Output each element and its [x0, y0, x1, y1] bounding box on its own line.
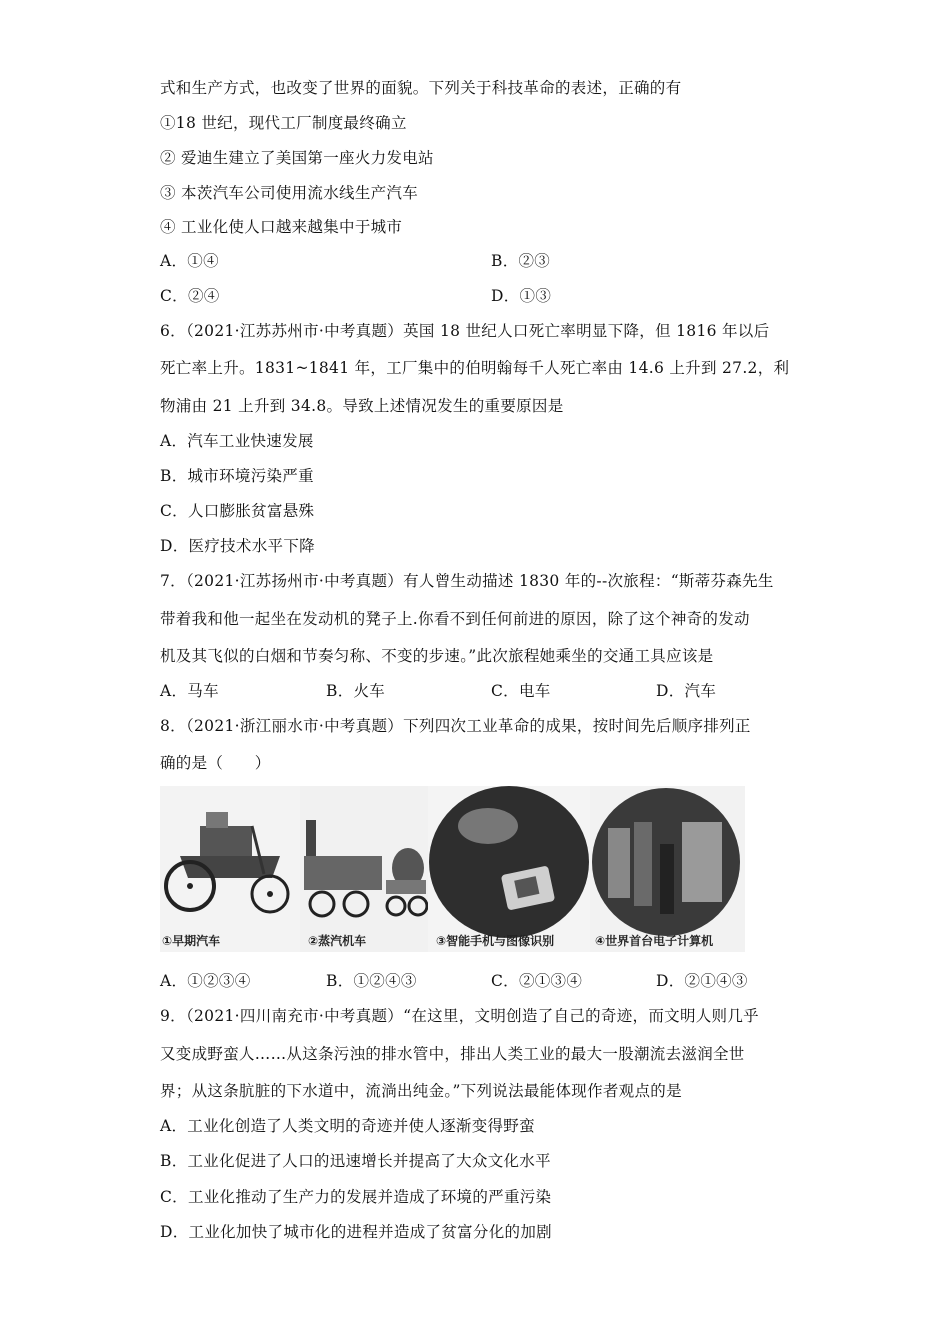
q7-option-c: C．电车: [491, 682, 551, 700]
q6-option-c: C．人口膨胀贫富悬殊: [160, 502, 315, 520]
smartphone-image: [428, 786, 590, 952]
caption-smartphone: ③智能手机与图像识别: [436, 934, 555, 948]
q5-item-4: ④ 工业化使人口越来越集中于城市: [160, 218, 403, 236]
q9-option-b: B．工业化促进了人口的迅速增长并提高了大众文化水平: [160, 1152, 551, 1170]
q9-option-d: D．工业化加快了城市化的进程并造成了贫富分化的加剧: [160, 1223, 552, 1241]
q7-line-2: 带着我和他一起坐在发动机的凳子上.你看不到任何前进的原因，除了这个神奇的发动: [160, 610, 750, 628]
q6-option-b: B．城市环境污染严重: [160, 467, 314, 485]
eniac-image: [590, 786, 745, 952]
q6-option-d: D．医疗技术水平下降: [160, 537, 315, 555]
q7-option-b: B．火车: [326, 682, 386, 700]
q9-option-c: C．工业化推动了生产力的发展并造成了环境的严重污染: [160, 1188, 552, 1206]
q7-option-a: A．马车: [160, 682, 219, 700]
q9-line-2: 又变成野蛮人……从这条污浊的排水管中，排出人类工业的最大一股潮流去滋润全世: [160, 1045, 745, 1063]
q5-option-b: B．②③: [491, 252, 551, 270]
q5-option-a: A．①④: [160, 252, 219, 270]
q9-line-3: 界；从这条肮脏的下水道中，流淌出纯金。”下列说法最能体现作者观点的是: [160, 1082, 682, 1100]
q8-figure: [160, 786, 745, 952]
q8-line-1: 8．（2021·浙江丽水市·中考真题）下列四次工业革命的成果，按时间先后顺序排列正: [160, 717, 751, 735]
q5-item-2: ② 爱迪生建立了美国第一座火力发电站: [160, 149, 434, 167]
q9-line-1: 9．（2021·四川南充市·中考真题）“在这里，文明创造了自己的奇迹，而文明人则几乎: [160, 1007, 759, 1025]
q7-line-3: 机及其飞似的白烟和节奏匀称、不变的步速。”此次旅程她乘坐的交通工具应该是: [160, 647, 714, 665]
q9-option-a: A．工业化创造了人类文明的奇迹并使人逐渐变得野蛮: [160, 1117, 535, 1135]
steam-locomotive-image: [300, 786, 428, 952]
q8-line-2: 确的是（ ）: [160, 754, 271, 772]
caption-early-car: ①早期汽车: [162, 934, 221, 948]
q5-item-1: ①18 世纪，现代工厂制度最终确立: [160, 114, 407, 132]
q8-option-a: A．①②③④: [160, 972, 251, 990]
q7-line-1: 7．（2021·江苏扬州市·中考真题）有人曾生动描述 1830 年的--次旅程：“斯蒂芬森先生: [160, 572, 774, 590]
q8-option-d: D．②①④③: [656, 972, 748, 990]
caption-steam-locomotive: ②蒸汽机车: [308, 934, 367, 948]
caption-eniac: ④世界首台电子计算机: [595, 934, 714, 948]
q5-option-c: C．②④: [160, 287, 220, 305]
q6-line-2: 死亡率上升。1831~1841 年，工厂集中的伯明翰每千人死亡率由 14.6 上升到 27.2，利: [160, 359, 790, 377]
q5-item-3: ③ 本茨汽车公司使用流水线生产汽车: [160, 184, 419, 202]
q6-line-1: 6．（2021·江苏苏州市·中考真题）英国 18 世纪人口死亡率明显下降，但 1816 年以后: [160, 322, 770, 340]
early-car-image: [160, 786, 300, 952]
q5-stem-tail: 式和生产方式，也改变了世界的面貌。下列关于科技革命的表述，正确的有: [160, 79, 682, 97]
q5-option-d: D．①③: [491, 287, 552, 305]
q7-option-d: D．汽车: [656, 682, 717, 700]
q6-line-3: 物浦由 21 上升到 34.8。导致上述情况发生的重要原因是: [160, 397, 564, 415]
q6-option-a: A．汽车工业快速发展: [160, 432, 314, 450]
q8-option-c: C．②①③④: [491, 972, 583, 990]
q8-option-b: B．①②④③: [326, 972, 417, 990]
